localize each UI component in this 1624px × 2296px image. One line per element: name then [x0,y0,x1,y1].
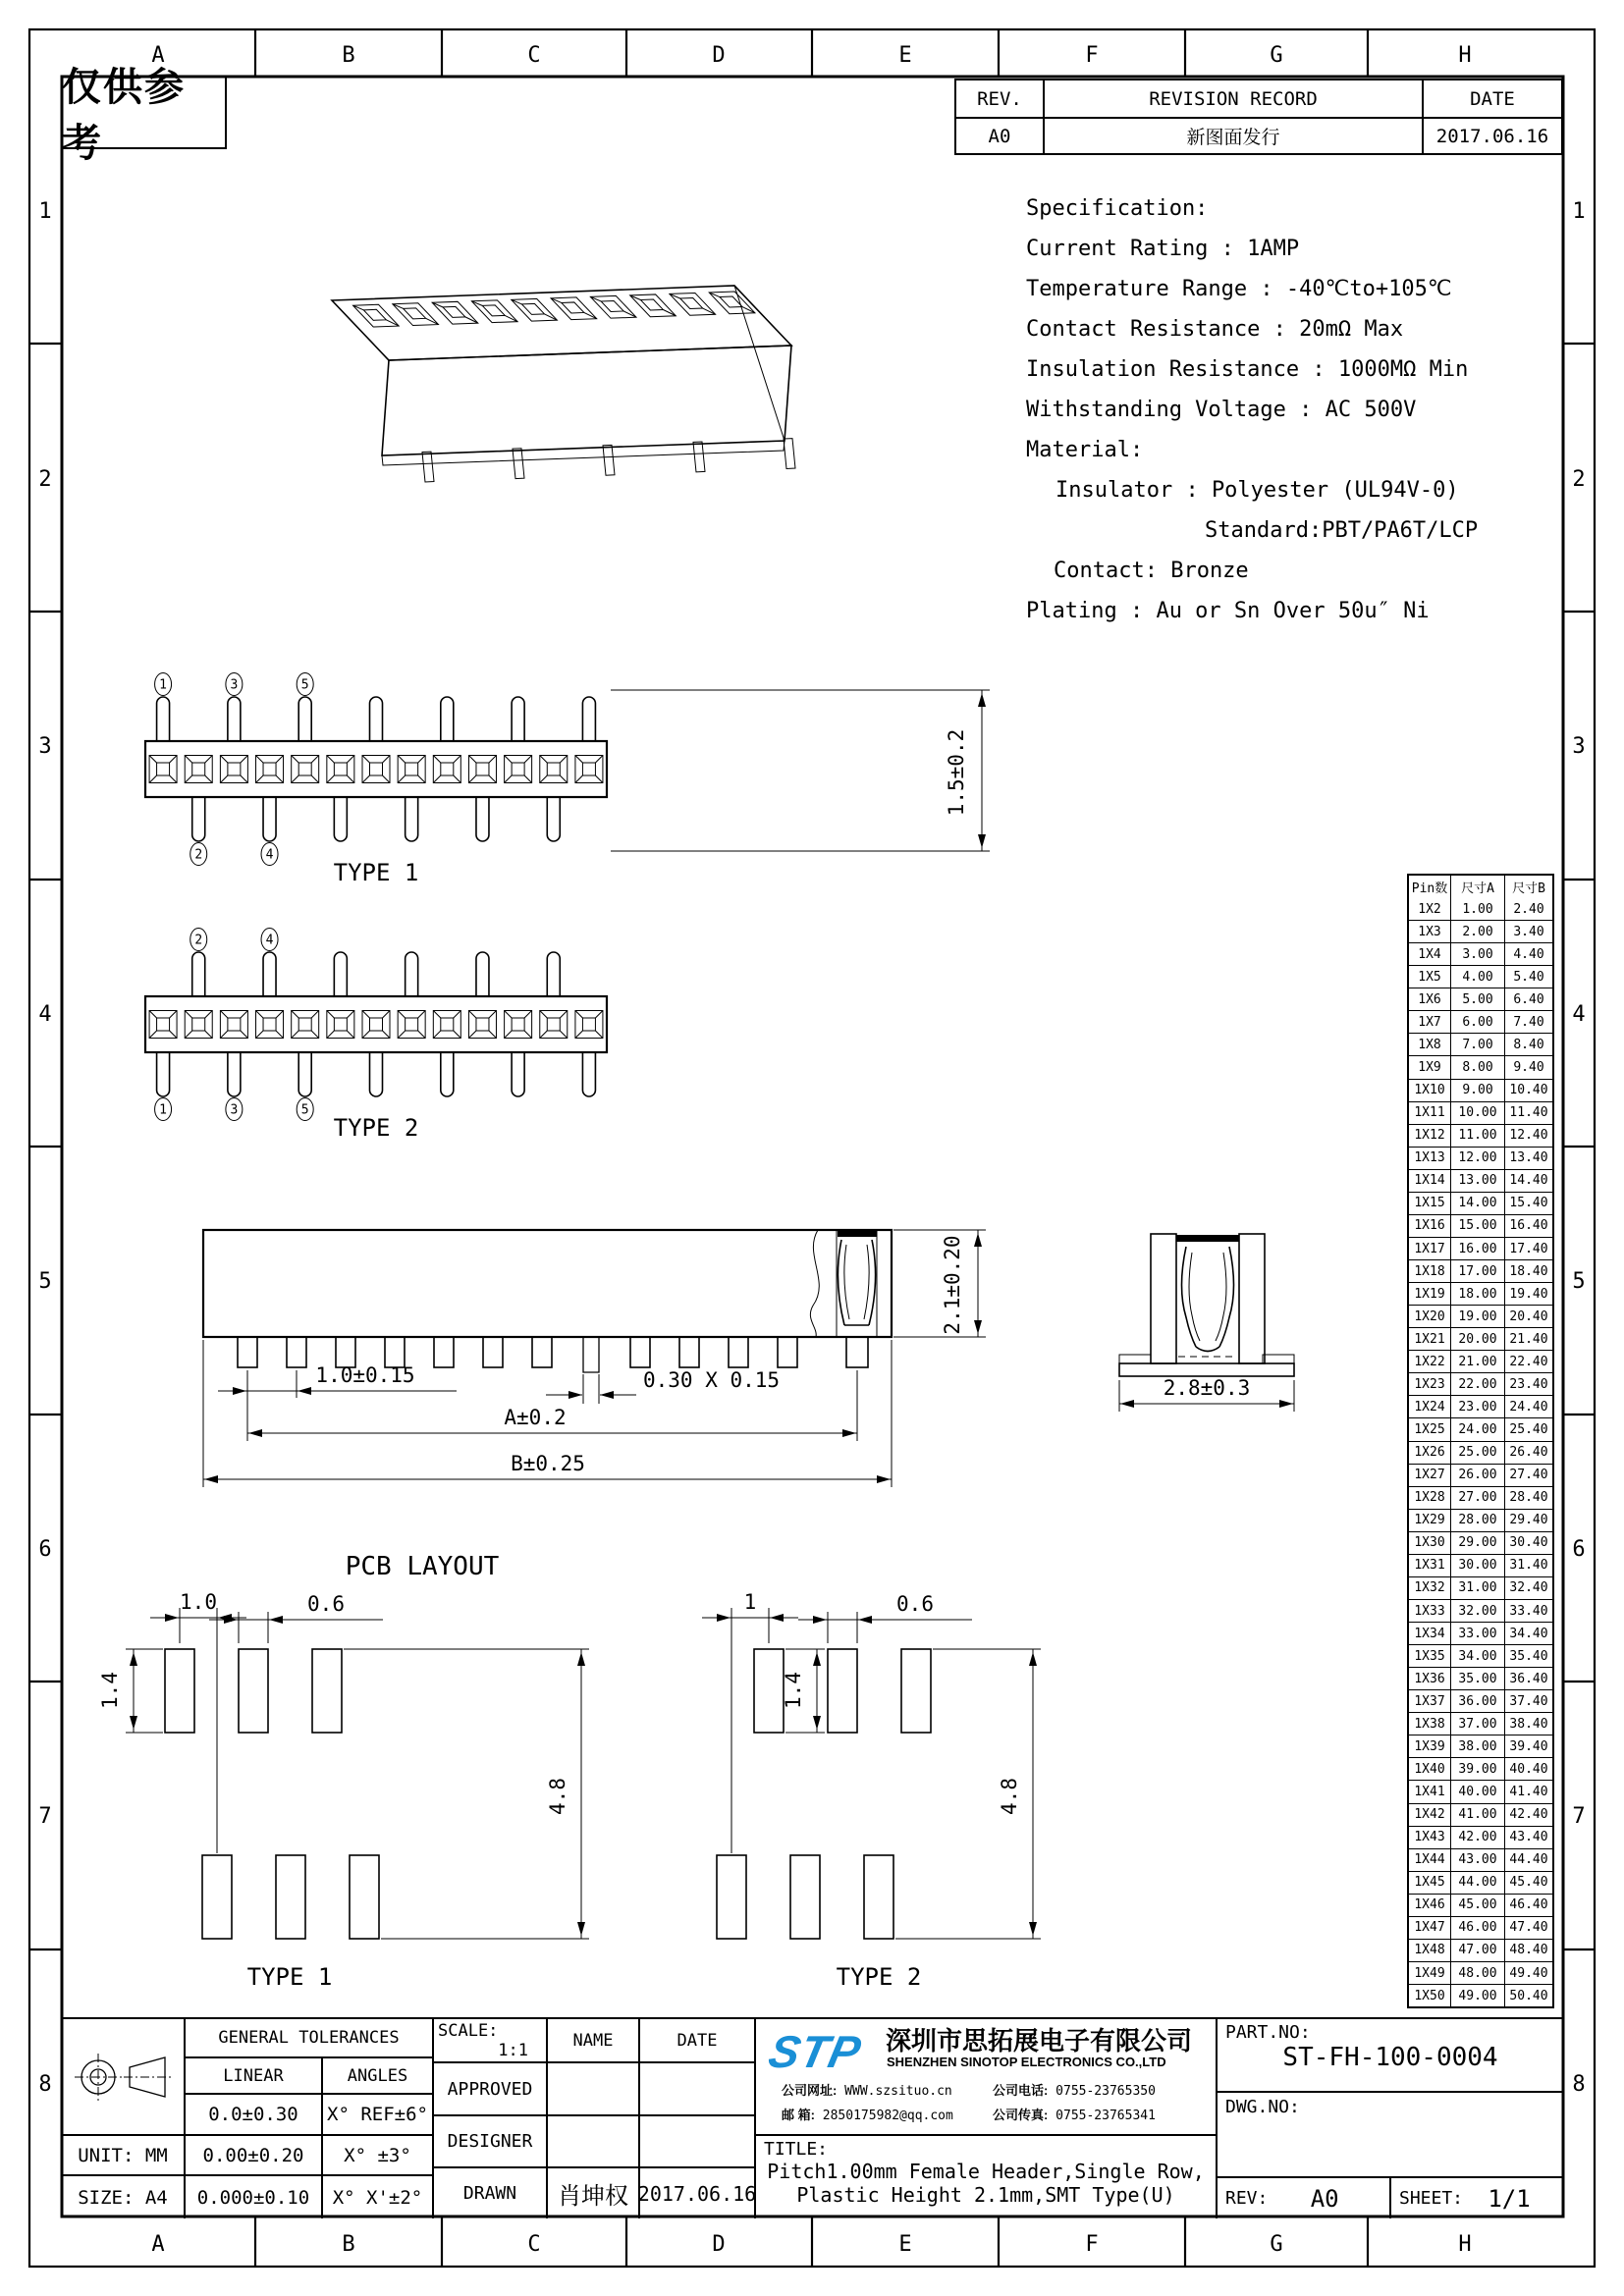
part-no-cell [1216,2019,1563,2091]
iso-pin [603,445,615,475]
pin-table-row: 1X34 33.00 34.40 [1409,1622,1552,1644]
drawn-cell: DRAWN [432,2166,546,2218]
smt-pin [238,1337,257,1367]
drawing-text: 4 [38,1002,52,1027]
drawing-text: C [527,2232,541,2257]
company-name-en: SHENZHEN SINOTOP ELECTRONICS CO.,LTD [887,2055,1166,2069]
drawing-text: H [1458,2232,1472,2257]
smt-pin [434,1337,454,1367]
svg-text:1.0: 1.0 [180,1590,217,1614]
drawing-title-line2: Plastic Height 2.1mm,SMT Type(U) [796,2183,1175,2207]
pin-table-row: 1X26 25.00 26.40 [1409,1441,1552,1464]
pcb-type2-label: TYPE 2 [836,1963,922,1991]
approved-date-cell [638,2061,754,2114]
pin-number: 2 [194,847,203,863]
pin-number: 5 [300,1102,309,1118]
pin-table-row: 1X23 22.00 23.40 [1409,1372,1552,1395]
pcb-pad [864,1855,893,1939]
drawing-text: 2 [1572,467,1586,492]
drawing-text: E [898,2232,912,2257]
side-view [203,1230,892,1372]
type1-label: TYPE 1 [333,859,419,886]
pcb-pad [202,1855,232,1939]
pin-table-row: 1X36 35.00 36.40 [1409,1667,1552,1689]
pin-table-row: 1X16 15.00 16.40 [1409,1214,1552,1237]
pcb-pad [350,1855,379,1939]
tolerance-angle-2: X° ±3° [321,2134,432,2174]
drawn-date-cell: 2017.06.16 [638,2166,754,2218]
iso-pin [513,449,524,479]
pin-number: 5 [300,677,309,693]
drawing-text: 7 [1572,1804,1586,1829]
type2-front-view [145,929,607,1121]
drawing-text: 4 [1572,1002,1586,1027]
iso-pin [784,439,795,469]
svg-text:2.1±0.20: 2.1±0.20 [941,1235,964,1335]
iso-pin [693,442,705,472]
svg-text:2.8±0.3: 2.8±0.3 [1163,1376,1251,1400]
date-header: DATE [1422,80,1561,117]
svg-text:1.5±0.2: 1.5±0.2 [945,728,968,817]
date-header-cell: DATE [638,2019,754,2061]
isometric-view [332,286,795,482]
smt-pin [729,1337,748,1367]
pin-table-row: 1X38 37.00 38.40 [1409,1712,1552,1735]
dwg-no-label: DWG.NO: [1225,2097,1300,2117]
pin-table-row: 1X33 32.00 33.40 [1409,1599,1552,1622]
projection-symbol-icon [65,2028,181,2126]
dim-a-col-header: 尺寸A [1450,876,1504,898]
drawing-text: G [1270,2232,1283,2257]
company-logo: STP [764,2026,866,2077]
svg-text:4.8: 4.8 [998,1778,1021,1815]
title-block [62,2017,1563,2216]
drawing-text: F [1085,43,1099,68]
company-fax: 公司传真: 0755-23765341 [993,2108,1156,2123]
drawing-text: D [712,43,726,68]
pin-table-row: 1X22 21.00 22.40 [1409,1350,1552,1372]
drawing-title-line1: Pitch1.00mm Female Header,Single Row, [767,2160,1205,2183]
date-value: 2017.06.16 [1422,117,1561,153]
pin-table-row: 1X28 27.00 28.40 [1409,1486,1552,1509]
watermark-text: 仅供参考 [62,66,186,165]
pin-table-row: 1X44 43.00 44.40 [1409,1848,1552,1871]
pin-table-row: 1X7 6.00 7.40 [1409,1010,1552,1033]
drawing-text: 2 [38,467,52,492]
tolerance-angle-3: X° X'±2° [321,2174,432,2218]
drawing-text: D [712,2232,726,2257]
pcb-pad [276,1855,305,1939]
watermark-box [62,66,227,165]
drawing-text: 8 [38,2072,52,2097]
pin-table-row: 1X39 38.00 39.40 [1409,1735,1552,1757]
pin-table-row: 1X25 24.00 25.40 [1409,1417,1552,1440]
company-email: 邮 箱: 2850175982@qq.com [782,2108,953,2123]
iso-pin [422,452,434,482]
approved-name-cell [546,2061,638,2114]
dim-section-height [893,1230,986,1337]
drawing-text: 3 [38,734,52,759]
revision-table [954,79,1563,155]
spec-line: Material: [1026,438,1144,462]
dim-type1-height [611,690,990,851]
pin-table-body [1409,898,1552,2006]
pcb-layout-heading: PCB LAYOUT [345,1552,500,1581]
pin-col-header: Pin数 [1411,881,1448,897]
pin-table-row: 1X41 40.00 41.40 [1409,1780,1552,1802]
type2-label: TYPE 2 [333,1114,419,1142]
smt-pin [287,1337,306,1367]
sheet-cell: SHEET: 1/1 [1389,2176,1563,2218]
pin-table-row: 1X46 45.00 46.40 [1409,1894,1552,1916]
tolerance-linear-3: 0.000±0.10 [184,2174,321,2218]
drawing-text: 5 [38,1269,52,1294]
pin-table-row: 1X10 9.00 10.40 [1409,1079,1552,1101]
general-tolerances-header: GENERAL TOLERANCES [184,2019,432,2056]
pin-number: 2 [194,933,203,948]
svg-text:1.0±0.15: 1.0±0.15 [315,1363,415,1387]
pcb2-dims [702,1590,1041,1939]
drawing-text: A [151,2232,165,2257]
pin-table-row: 1X15 14.00 15.40 [1409,1192,1552,1214]
part-no-value: ST-FH-100-0004 [1282,2043,1498,2072]
pin-number: 3 [230,1102,239,1118]
pin-table-row: 1X32 31.00 32.40 [1409,1576,1552,1599]
svg-text:1: 1 [743,1590,757,1614]
designer-name-cell [546,2114,638,2166]
pin-number: 1 [159,1102,167,1118]
svg-text:0.30 X 0.15: 0.30 X 0.15 [643,1368,781,1392]
unit-cell: UNIT: MM [62,2134,184,2174]
company-cell [754,2019,1216,2134]
drawing-text: H [1458,43,1472,68]
spec-line: Insulator : Polyester (UL94V-0) [1056,478,1459,503]
drawing-text: 6 [38,1537,52,1562]
spec-line: Temperature Range : -40℃to+105℃ [1026,277,1452,301]
designer-cell: DESIGNER [432,2114,546,2166]
svg-text:0.6: 0.6 [896,1592,934,1616]
spec-line: Contact Resistance : 20mΩ Max [1026,317,1404,342]
dim-pin-size [546,1368,780,1404]
pin-table-row: 1X3 2.00 3.40 [1409,920,1552,942]
spec-line: Current Rating : 1AMP [1026,237,1300,261]
drawing-text: 1 [1572,199,1586,224]
pin-table-row: 1X2 1.00 2.40 [1409,898,1552,920]
smt-pin [483,1337,503,1367]
spec-line: Specification: [1026,196,1209,221]
pcb-pad [790,1855,820,1939]
pin-table-row: 1X27 26.00 27.40 [1409,1464,1552,1486]
revision-record-value: 新图面发行 [1043,117,1422,153]
drawing-text: 1 [38,199,52,224]
contact-detail-view [1119,1234,1294,1376]
pcb-pad [239,1649,268,1733]
drawing-text: B [342,43,355,68]
projection-symbol-cell [62,2019,184,2134]
pcb-pad [165,1649,194,1733]
rev-value: A0 [956,117,1043,153]
pin-table-row: 1X21 20.00 21.40 [1409,1327,1552,1350]
pcb-pad [717,1855,746,1939]
type1-front-view [145,673,607,866]
drawing-text: 6 [1572,1537,1586,1562]
pcb-type1-label: TYPE 1 [246,1963,333,1991]
pin-table-row: 1X4 3.00 4.40 [1409,942,1552,965]
rev-value: A0 [1310,2184,1339,2213]
pin-number: 4 [265,847,274,863]
drawing-text: 8 [1572,2072,1586,2097]
company-name-cn: 深圳市思拓展电子有限公司 [886,2026,1193,2056]
svg-text:4.8: 4.8 [546,1778,569,1815]
dwg-no-cell [1216,2091,1563,2176]
pin-table-row: 1X29 28.00 29.40 [1409,1509,1552,1531]
pin-table-header [1409,876,1552,898]
tolerance-angle-1: X° REF±6° [321,2093,432,2134]
drawing-text: C [527,43,541,68]
drawing-text: 3 [1572,734,1586,759]
pin-table-row: 1X35 34.00 35.40 [1409,1644,1552,1667]
drawing-text: B [342,2232,355,2257]
pin-table-row: 1X11 10.00 11.40 [1409,1101,1552,1124]
tolerance-linear-2: 0.00±0.20 [184,2134,321,2174]
pin-table [1407,874,1554,2008]
pin-table-row: 1X18 17.00 18.40 [1409,1259,1552,1282]
smt-pin [778,1337,797,1367]
tolerance-linear-1: 0.0±0.30 [184,2093,321,2134]
dim-b-col-header: 尺寸B [1504,876,1552,898]
pin-table-row: 1X50 49.00 50.40 [1409,1984,1552,2006]
pin-table-row: 1X37 36.00 37.40 [1409,1689,1552,1712]
designer-date-cell [638,2114,754,2166]
spec-line: Contact: Bronze [1054,559,1249,583]
drawing-text: 5 [1572,1269,1586,1294]
pin-table-row: 1X12 11.00 12.40 [1409,1124,1552,1147]
drawing-text: G [1270,43,1283,68]
drawing-text: A [151,43,165,68]
pin-table-row: 1X14 13.00 14.40 [1409,1169,1552,1192]
pin-table-row: 1X47 46.00 47.40 [1409,1916,1552,1939]
pin-table-row: 1X8 7.00 8.40 [1409,1033,1552,1055]
drawing-text: E [898,43,912,68]
spec-line: Plating : Au or Sn Over 50u″ Ni [1026,599,1430,623]
drawing-text: 7 [38,1804,52,1829]
pin-number: 4 [265,933,274,948]
sheet-value: 1/1 [1488,2184,1531,2213]
pin-table-row: 1X13 12.00 13.40 [1409,1147,1552,1169]
drawing-text: F [1085,2232,1099,2257]
smt-pin [630,1337,650,1367]
company-phone: 公司电话: 0755-23765350 [993,2083,1156,2099]
pin-table-row: 1X20 19.00 20.40 [1409,1305,1552,1327]
pin-table-row: 1X45 44.00 45.40 [1409,1871,1552,1894]
dim-contact-width [1119,1376,1294,1412]
size-cell: SIZE: A4 [62,2174,184,2218]
rev-cell: REV: A0 [1216,2176,1389,2218]
pin-table-row: 1X43 42.00 43.40 [1409,1826,1552,1848]
spec-line: Standard:PBT/PA6T/LCP [1205,518,1479,543]
revision-record-header: REVISION RECORD [1043,80,1422,117]
company-website: 公司网址: WWW.szsituo.cn [782,2083,952,2099]
linear-header: LINEAR [184,2056,321,2093]
pin-table-row: 1X30 29.00 30.40 [1409,1531,1552,1554]
title-cell [754,2134,1216,2218]
svg-text:0.6: 0.6 [307,1592,345,1616]
pin-number: 1 [159,677,167,693]
angles-header: ANGLES [321,2056,432,2093]
pin-table-row: 1X6 5.00 6.40 [1409,988,1552,1010]
pin-table-row: 1X9 8.00 9.40 [1409,1055,1552,1078]
pin-table-row: 1X24 23.00 24.40 [1409,1395,1552,1417]
svg-text:B±0.25: B±0.25 [511,1452,585,1475]
pin-table-row: 1X19 18.00 19.40 [1409,1282,1552,1305]
pcb-pad [828,1649,857,1733]
pin-table-row: 1X17 16.00 17.40 [1409,1237,1552,1259]
title-label: TITLE: [764,2139,829,2160]
pin-table-row: 1X5 4.00 5.40 [1409,965,1552,988]
pin-table-row: 1X48 47.00 48.40 [1409,1939,1552,1961]
pcb-pad [901,1649,931,1733]
part-no-label: PART.NO: [1225,2022,1311,2043]
spec-line: Withstanding Voltage : AC 500V [1026,398,1417,422]
pcb1-dims [98,1590,589,1939]
rev-header: REV. [977,87,1022,110]
approved-cell: APPROVED [432,2061,546,2114]
spec-line: Insulation Resistance : 1000MΩ Min [1026,357,1469,382]
smt-pin [532,1337,552,1367]
drawn-name-cell: 肖坤权 [546,2166,638,2218]
scale-cell: SCALE: 1:1 [432,2019,546,2061]
pin-table-row: 1X40 39.00 40.40 [1409,1757,1552,1780]
svg-text:1.4: 1.4 [782,1672,805,1709]
pin-number: 3 [230,677,239,693]
pin-table-row: 1X49 48.00 49.40 [1409,1961,1552,1984]
pcb-pad [312,1649,342,1733]
pin-table-row: 1X42 41.00 42.40 [1409,1803,1552,1826]
name-header-cell: NAME [546,2019,638,2061]
svg-text:1.4: 1.4 [98,1672,122,1709]
smt-pin [679,1337,699,1367]
svg-text:A±0.2: A±0.2 [504,1406,567,1429]
specification-block [1026,188,1561,631]
pin-table-row: 1X31 30.00 31.40 [1409,1554,1552,1576]
dim-pin-pitch [218,1363,457,1441]
pcb-pad [754,1649,784,1733]
